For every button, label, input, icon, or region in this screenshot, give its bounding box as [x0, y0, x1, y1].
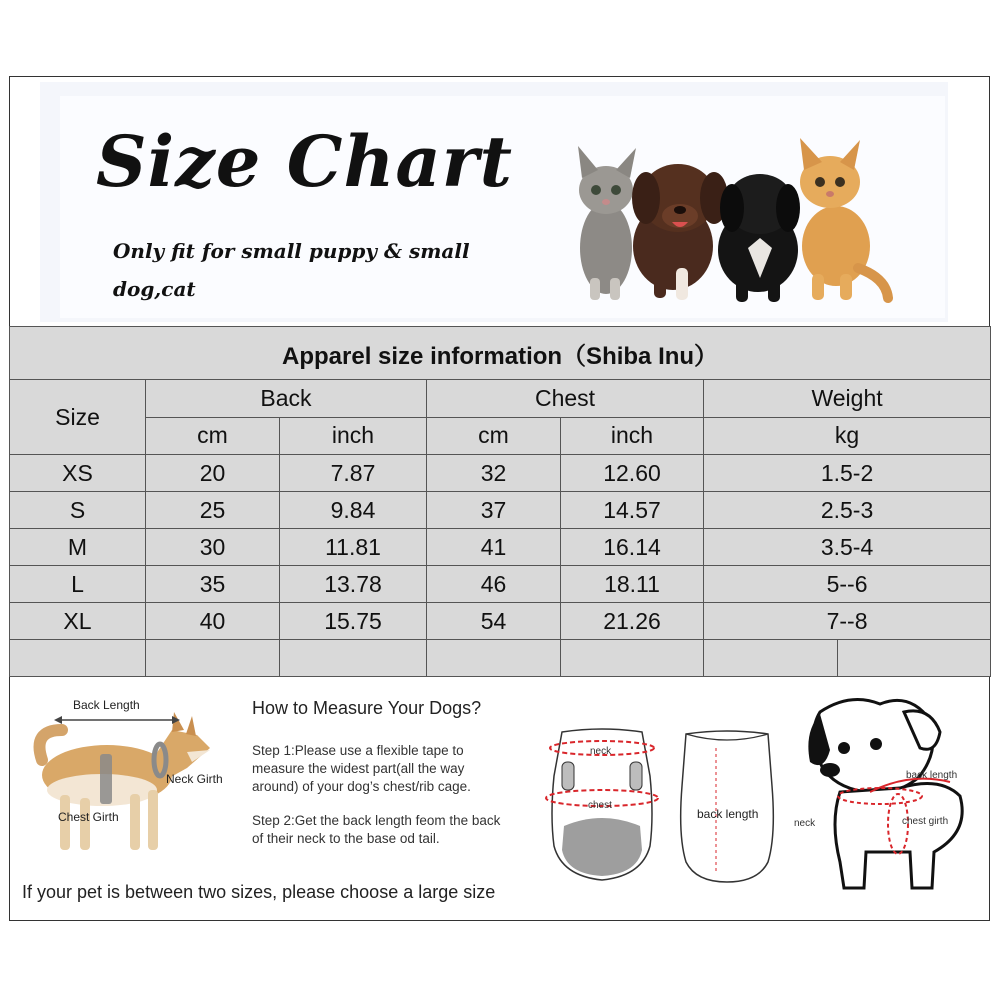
empty-cell: [10, 640, 146, 677]
back-inch-cell: 9.84: [280, 492, 427, 529]
chest-inch-cell: 12.60: [561, 455, 704, 492]
page-title: Size Chart: [96, 120, 513, 203]
table-row: [10, 566, 991, 603]
pets-photo: [568, 128, 893, 308]
back-inch-cell: 7.87: [280, 455, 427, 492]
unit-chest-cm: cm: [427, 417, 561, 455]
size-cell: S: [10, 492, 146, 529]
chest-cm-cell: 41: [427, 529, 561, 566]
puppy-chest-girth-label: chest girth: [902, 816, 949, 827]
table-row: [10, 603, 991, 640]
empty-cell: [146, 640, 280, 677]
table-heading-row: [10, 327, 991, 380]
size-cell: L: [10, 566, 146, 603]
unit-chest-inch: inch: [561, 417, 704, 455]
table-heading: Apparel size information（Shiba Inu）: [10, 327, 991, 380]
size-cell: M: [10, 529, 146, 566]
unit-weight-kg: kg: [704, 417, 991, 455]
empty-cell: [427, 640, 561, 677]
size-cell: XL: [10, 603, 146, 640]
chest-cm-cell: 32: [427, 455, 561, 492]
chest-header: Chest: [427, 380, 704, 418]
brown-puppy-image: [632, 164, 728, 300]
step-1-text: Step 1:Please use a flexible tape to measure the widest part(all the way around) of your dog’s chest/rib cage.: [252, 743, 471, 794]
empty-cell: [280, 640, 427, 677]
back-cm-cell: 30: [146, 529, 280, 566]
back-cm-cell: 40: [146, 603, 280, 640]
back-cm-cell: 20: [146, 455, 280, 492]
weight-cell: 5--6: [704, 566, 991, 603]
chest-inch-cell: 16.14: [561, 529, 704, 566]
unit-header-row: [10, 417, 991, 455]
neck-girth-label: Neck Girth: [166, 772, 223, 786]
table-row: [10, 455, 991, 492]
back-length-label: Back Length: [73, 698, 140, 712]
back-inch-cell: 13.78: [280, 566, 427, 603]
chest-cm-cell: 46: [427, 566, 561, 603]
weight-cell: 3.5-4: [704, 529, 991, 566]
size-table: [9, 326, 991, 677]
back-header: Back: [146, 380, 427, 418]
how-to-measure-title: How to Measure Your Dogs?: [252, 698, 482, 718]
chest-inch-cell: 18.11: [561, 566, 704, 603]
chest-inch-cell: 14.57: [561, 492, 704, 529]
step-2-text: Step 2:Get the back length feom the back of their neck to the base od tail.: [252, 813, 501, 846]
puppy-back-length-label: back length: [906, 770, 958, 781]
empty-cell: [704, 640, 838, 677]
size-header: Size: [10, 380, 146, 455]
weight-cell: 7--8: [704, 603, 991, 640]
back-cm-cell: 25: [146, 492, 280, 529]
group-header-row: [10, 380, 991, 418]
weight-header: Weight: [704, 380, 991, 418]
page-subtitle: Only fit for small puppy & small dog,cat: [113, 239, 470, 301]
unit-back-inch: inch: [280, 417, 427, 455]
size-advice-note: If your pet is between two sizes, please choose a large size: [22, 882, 496, 902]
empty-row: [10, 640, 991, 677]
chest-inch-cell: 21.26: [561, 603, 704, 640]
back-inch-cell: 11.81: [280, 529, 427, 566]
empty-cell: [838, 640, 991, 677]
weight-cell: 2.5-3: [704, 492, 991, 529]
garment-back-length-label: back length: [697, 807, 759, 821]
back-inch-cell: 15.75: [280, 603, 427, 640]
puppy-measure-illustration: [800, 692, 980, 902]
garment-chest-label: chest: [588, 800, 612, 811]
grey-kitten-image: [578, 146, 636, 300]
chest-girth-label: Chest Girth: [58, 810, 119, 824]
puppy-neck-label: neck: [794, 818, 816, 829]
empty-cell: [561, 640, 704, 677]
orange-kitten-image: [800, 138, 888, 300]
black-puppy-image: [718, 174, 800, 302]
size-cell: XS: [10, 455, 146, 492]
weight-cell: 1.5-2: [704, 455, 991, 492]
unit-back-cm: cm: [146, 417, 280, 455]
chest-cm-cell: 54: [427, 603, 561, 640]
table-row: [10, 492, 991, 529]
back-cm-cell: 35: [146, 566, 280, 603]
chest-cm-cell: 37: [427, 492, 561, 529]
garment-back-diagram: [672, 726, 782, 886]
table-row: [10, 529, 991, 566]
garment-neck-label: neck: [590, 746, 612, 757]
